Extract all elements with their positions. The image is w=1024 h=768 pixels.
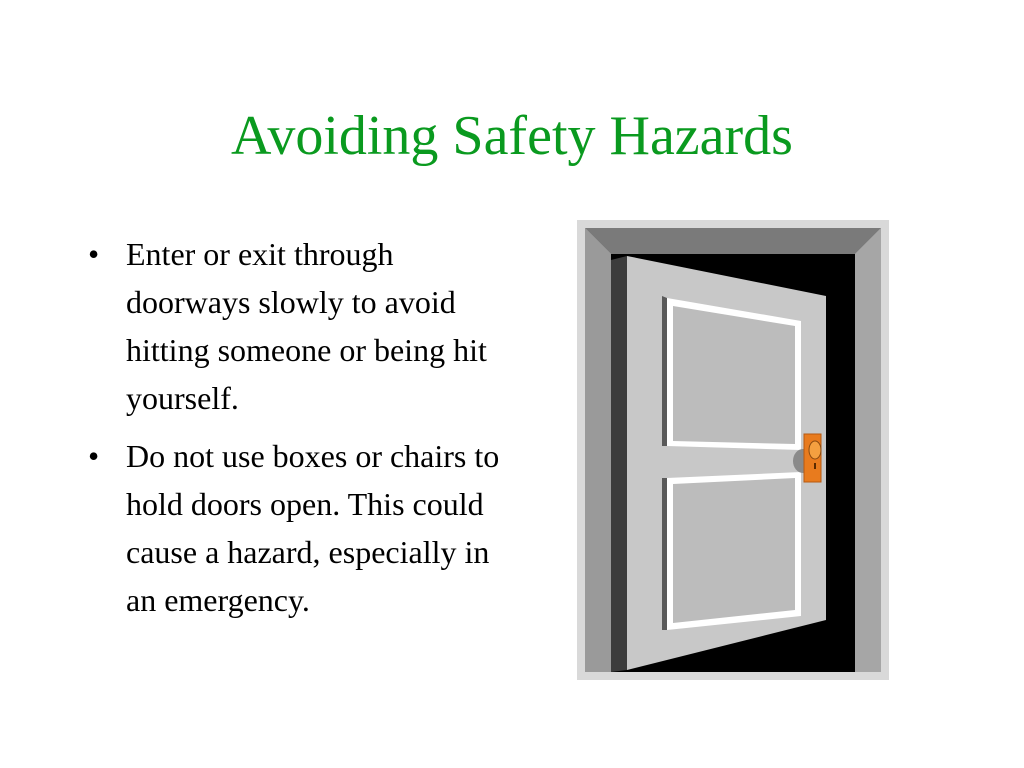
bullet-marker: • [88,438,100,474]
door-lower-panel [673,478,795,623]
door-knob [809,441,821,459]
slide-title: Avoiding Safety Hazards [231,105,793,167]
bullet-text: Enter or exit through doorways slowly to avoid hitting someone or being hit yourself. [126,236,487,416]
bullet-item [88,432,508,624]
door-upper-panel-shadow [662,296,667,446]
door-upper-panel [673,306,795,444]
bullet-marker: • [88,236,100,272]
bullet-text: Do not use boxes or chairs to hold doors open. This could cause a hazard, especially in an emergency. [126,438,500,618]
bullet-list [88,230,508,634]
door-frame-left [585,228,611,672]
door-frame-right [855,228,881,672]
open-door-icon [577,220,889,680]
door-lower-panel-shadow [662,478,667,630]
bullet-item [88,230,508,422]
door-frame-top [585,228,881,254]
door-keyhole [814,463,816,469]
door-edge [611,256,627,672]
